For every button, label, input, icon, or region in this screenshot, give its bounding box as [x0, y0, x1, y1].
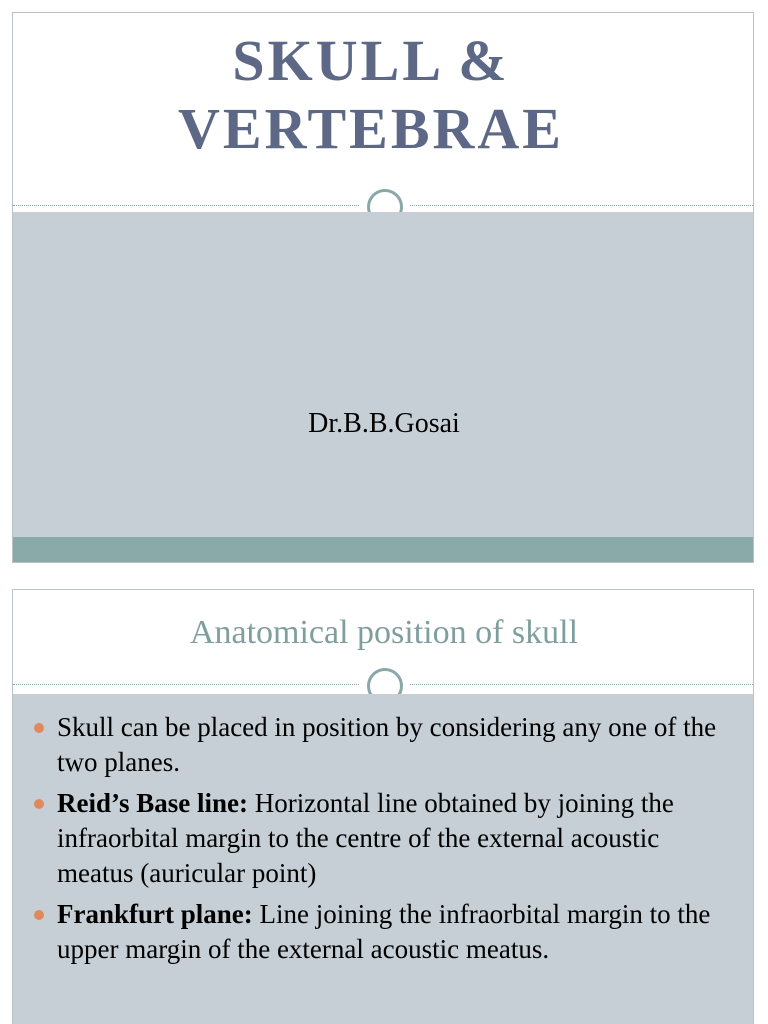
bullet-text: Skull can be placed in position by considering any one of the two planes.: [57, 712, 717, 777]
content-slide: [12, 589, 754, 1024]
bullet-dot-icon: [34, 799, 44, 809]
footer-band: [13, 537, 753, 563]
bullet-list: [29, 710, 729, 973]
bullet-item: [29, 897, 729, 967]
title-slide: [12, 12, 754, 563]
slide-header: [13, 13, 753, 206]
slide-body: [13, 212, 753, 537]
presentation-title: SKULL & VERTEBRAE: [178, 28, 564, 161]
author-name: Dr.B.B.Gosai: [308, 408, 460, 439]
slide-title: Anatomical position of skull: [189, 614, 579, 651]
bullet-term: Frankfurt plane:: [57, 899, 253, 929]
bullet-item: [29, 710, 729, 780]
bullet-text: Line joining the infraorbital margin to the upper margin of the external acoustic meatus.: [57, 899, 711, 964]
bullet-dot-icon: [34, 910, 44, 920]
bullet-term: Reid’s Base line:: [57, 788, 248, 818]
bullet-dot-icon: [34, 723, 44, 733]
bullet-text: Horizontal line obtained by joining the infraorbital margin to the centre of the external acoustic meatus (auricular point): [57, 788, 674, 888]
bullet-item: [29, 786, 729, 891]
